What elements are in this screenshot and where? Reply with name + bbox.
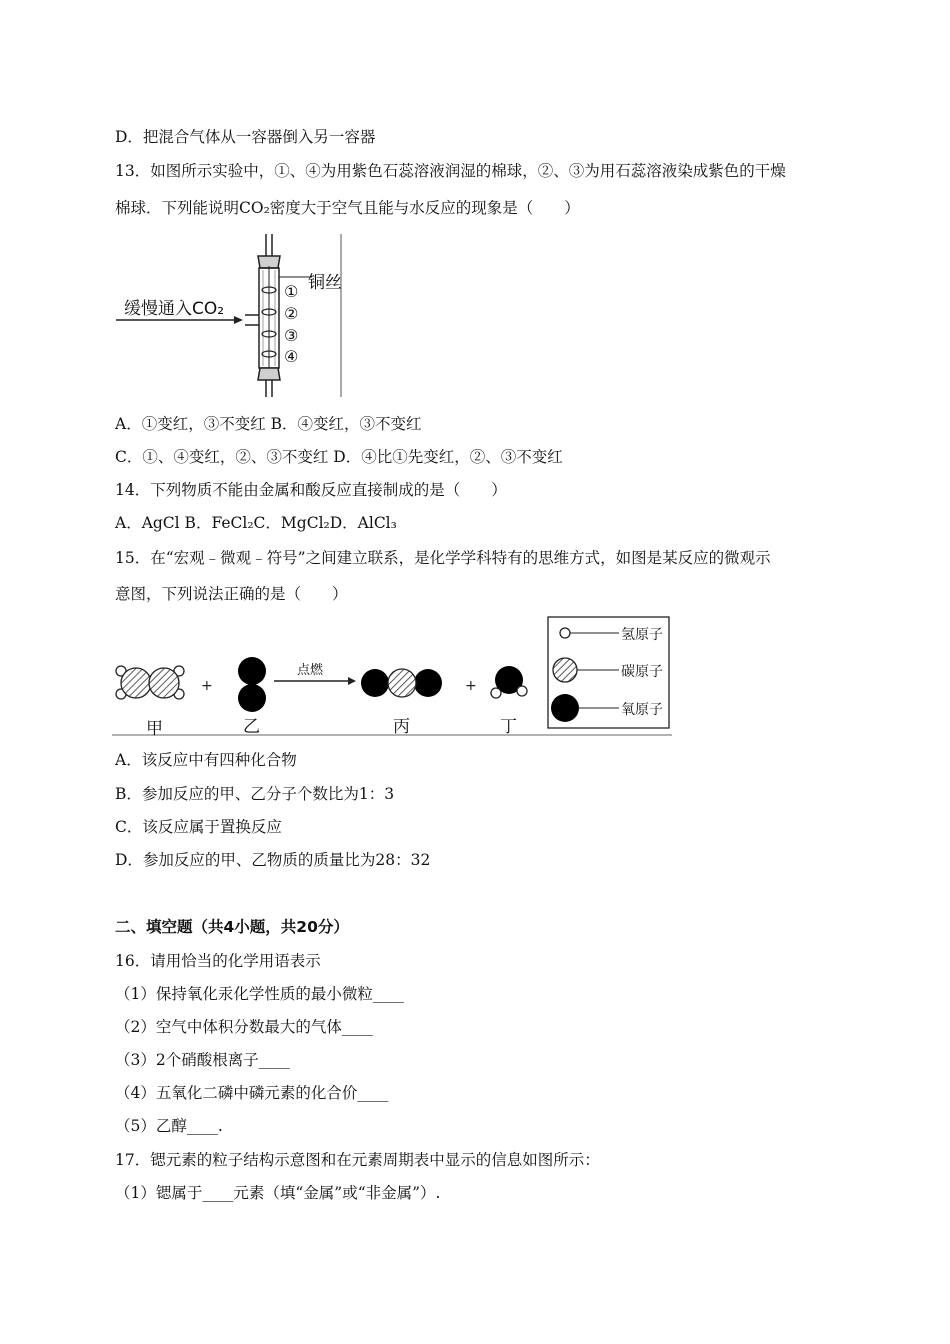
q13-options-ab: A．①变红，③不变红 B．④变红，③不变红: [115, 415, 422, 433]
q15-option-c: C．该反应属于置换反应: [115, 818, 282, 836]
q16-item-1: （1）保持氧化汞化学性质的最小微粒____: [115, 985, 404, 1003]
legend-box: [548, 617, 669, 728]
plus-sign-2: +: [465, 678, 477, 694]
q13-inlet-label: 缓慢通入CO₂: [124, 299, 225, 319]
q14-options: A．AgCl B．FeCl₂C．MgCl₂D．AlCl₃: [115, 514, 397, 532]
legend-hydrogen: 氢原子: [621, 627, 663, 643]
q15-option-b: B．参加反应的甲、乙分子个数比为1：3: [115, 785, 395, 803]
legend-oxygen: 氧原子: [621, 702, 663, 718]
q16-item-5: （5）乙醇____.: [115, 1117, 223, 1135]
q13-marker-4: ④: [284, 347, 299, 366]
legend-carbon: 碳原子: [621, 664, 663, 680]
label-yi: 乙: [243, 717, 260, 737]
q15-option-d: D．参加反应的甲、乙物质的质量比为28：32: [115, 851, 431, 869]
arrow-label: 点燃: [297, 663, 324, 678]
molecule-bing: [361, 669, 442, 697]
label-ding: 丁: [500, 717, 517, 737]
q14-stem: 14．下列物质不能由金属和酸反应直接制成的是（ ）: [115, 481, 507, 499]
q15-reaction-diagram: [112, 614, 674, 738]
q12-option-d: D．把混合气体从一容器倒入另一容器: [115, 128, 376, 146]
q16-item-4: （4）五氧化二磷中磷元素的化合价____: [115, 1084, 389, 1102]
q13-marker-1: ①: [284, 282, 299, 301]
q13-stem-line1: 13．如图所示实验中，①、④为用紫色石蕊溶液润湿的棉球，②、③为用石蕊溶液染成紫色的干燥: [115, 162, 786, 180]
label-jia: 甲: [146, 719, 163, 738]
plus-sign-1: +: [201, 678, 213, 694]
q15-stem-line2: 意图，下列说法正确的是（ ）: [115, 585, 348, 603]
q16-stem: 16．请用恰当的化学用语表示: [115, 952, 321, 970]
q15-option-a: A．该反应中有四种化合物: [115, 751, 297, 769]
q13-options-cd: C．①、④变红，②、③不变红 D．④比①先变红，②、③不变红: [115, 448, 563, 466]
molecule-ding: [491, 666, 527, 698]
q13-wire-label: 铜丝: [308, 273, 342, 293]
q16-item-2: （2）空气中体积分数最大的气体____: [115, 1018, 373, 1036]
label-bing: 丙: [393, 717, 410, 737]
molecule-yi: [238, 657, 266, 712]
q15-stem-line1: 15．在“宏观﹣微观﹣符号”之间建立联系，是化学学科特有的思维方式，如图是某反应的微观示: [115, 549, 771, 567]
q16-item-3: （3）2个硝酸根离子____: [115, 1051, 290, 1069]
section2-title: 二、填空题（共4小题，共20分）: [115, 918, 349, 936]
q13-apparatus-figure: [112, 232, 352, 400]
q13-marker-3: ③: [284, 326, 299, 345]
q17-item-1: （1）锶属于____元素（填“金属”或“非金属”）.: [115, 1184, 441, 1202]
molecule-jia: [116, 666, 184, 699]
q13-stem-line2: 棉球．下列能说明CO₂密度大于空气且能与水反应的现象是（ ）: [115, 199, 580, 217]
q13-marker-2: ②: [284, 304, 299, 323]
q17-stem: 17．锶元素的粒子结构示意图和在元素周期表中显示的信息如图所示：: [115, 1151, 600, 1169]
